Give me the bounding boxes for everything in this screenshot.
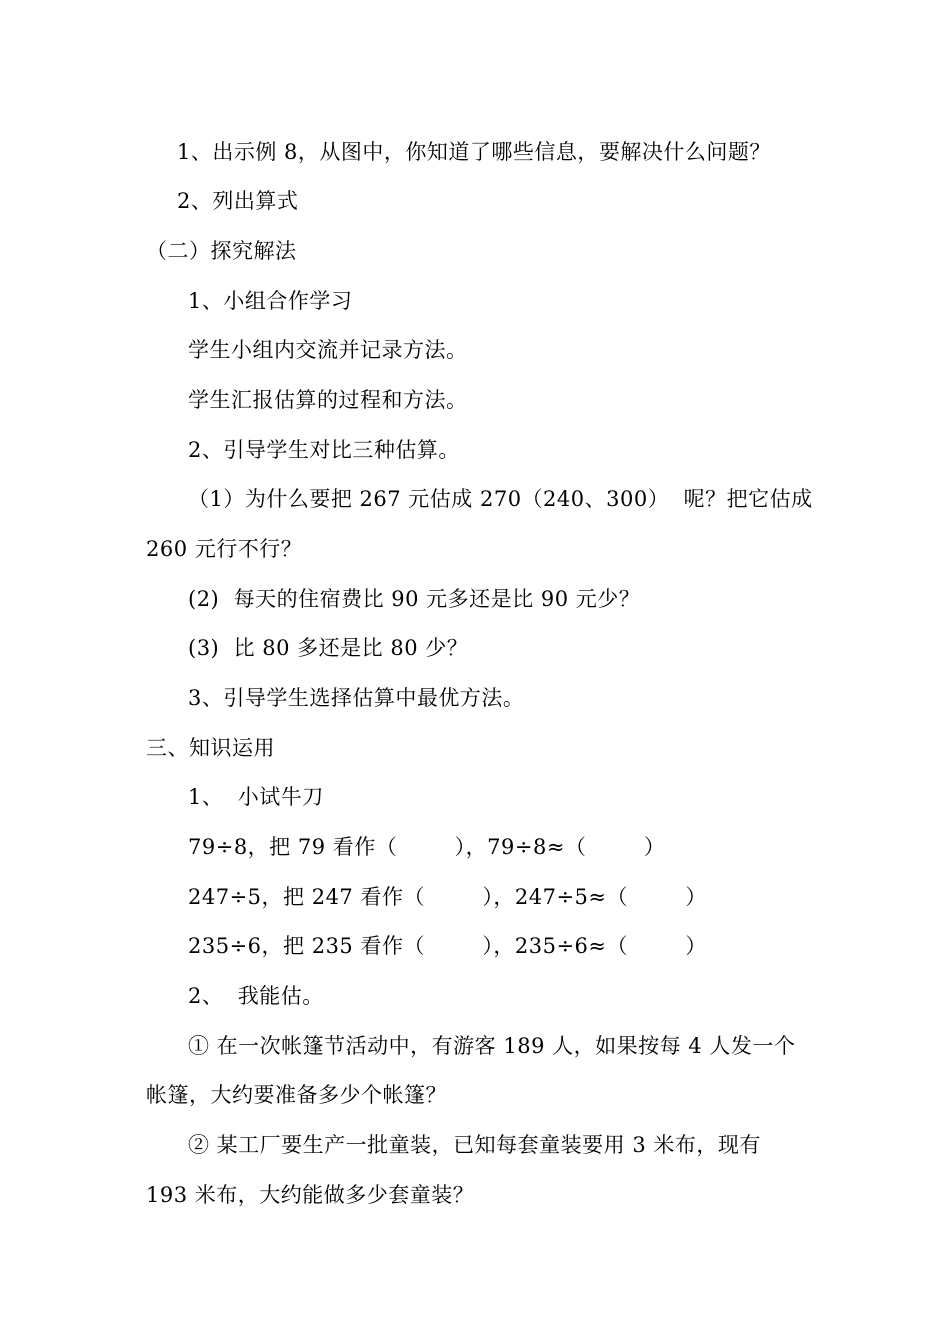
text-line-4: 1、小组合作学习 [188,289,353,313]
text-line-5: 学生小组内交流并记录方法。 [188,338,468,362]
text-line-12: 3、引导学生选择估算中最优方法。 [188,686,525,710]
text-line-11: (3) 比 80 多还是比 80 少？ [188,636,469,660]
problem-1-line-1: ① 在一次帐篷节活动中，有游客 189 人，如果按每 4 人发一个 [188,1034,796,1058]
problem-2-line-2: 193 米布，大约能做多少套童装？ [146,1183,475,1207]
text-line-18: 2、 我能估。 [188,984,324,1008]
text-line-7: 2、引导学生对比三种估算。 [188,438,460,462]
text-line-10: (2) 每天的住宿费比 90 元多还是比 90 元少？ [188,587,641,611]
text-line-1: 1、出示例 8，从图中，你知道了哪些信息，要解决什么问题？ [177,140,771,164]
text-line-2: 2、列出算式 [177,189,299,213]
section-heading-explore: （二）探究解法 [146,239,297,263]
text-line-6: 学生汇报估算的过程和方法。 [188,388,468,412]
text-line-9: 260 元行不行？ [146,537,303,561]
exercise-line-2: 247÷5，把 247 看作（ ），247÷5≈（ ） [188,885,707,909]
section-heading-application: 三、知识运用 [146,736,275,760]
text-line-14: 1、 小试牛刀 [188,785,324,809]
exercise-line-1: 79÷8，把 79 看作（ ），79÷8≈（ ） [188,835,666,859]
problem-2-line-1: ② 某工厂要生产一批童装，已知每套童装要用 3 米布，现有 [188,1133,761,1157]
exercise-line-3: 235÷6，把 235 看作（ ），235÷6≈（ ） [188,934,707,958]
problem-1-line-2: 帐篷，大约要准备多少个帐篷？ [146,1083,447,1107]
text-line-8: （1）为什么要把 267 元估成 270（240、300） 呢？把它估成 [188,487,813,511]
